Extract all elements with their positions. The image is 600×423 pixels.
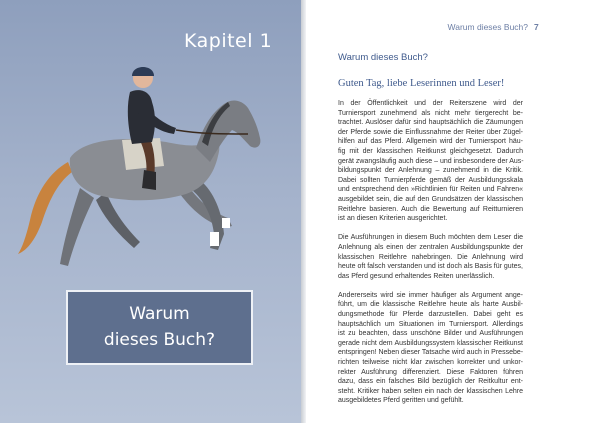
text-line: gerät zwangsläufig auch diese – und insbesondere der Aus- <box>338 157 524 165</box>
text-line: richten teilweise nicht klar zwischen korrekter und unkor- <box>338 359 523 367</box>
text-line: das Pferd gesund erhaltendes Reiten unerlässlich. <box>338 272 495 280</box>
text-line: Dabei sollten Turnierpferde gemäß der Ausbildungsskala <box>338 176 523 184</box>
text-line: ausgebildetes Pferd geritten und gefühlt. <box>338 397 464 405</box>
text-line: gerade nicht dem Ausbildungssystem klassischer Reitkunst <box>338 339 523 347</box>
text-line: rekter Ausführung differenziert. Diese Faktoren führen <box>338 368 523 376</box>
text-line: Andererseits wird sie immer häufiger als Argument ange- <box>338 291 523 299</box>
chapter-title-box <box>66 290 253 365</box>
text-line: ausgebildet sein, die auf den Grundsätzen der klassischen <box>338 195 523 203</box>
leg-bandage-2 <box>222 218 230 228</box>
text-line: In der Öffentlichkeit und der Reiterszene wird der <box>338 100 523 107</box>
horse-rider-photo <box>10 52 272 288</box>
text-line: Turniersport zunehmend als nicht mehr tiergerecht be- <box>338 109 523 117</box>
section-heading: Warum dieses Buch? <box>338 52 428 63</box>
running-header: Warum dieses Buch? <box>447 22 528 32</box>
paragraph-2 <box>338 233 523 281</box>
text-line: der Pferde sowie die Einflussnahme der Reiter über Zügel- <box>338 128 523 136</box>
text-line: dungsmethode für Pferde darzustellen. Dabei geht es <box>338 311 523 319</box>
chapter-title: Warum dieses Buch? <box>103 304 216 350</box>
text-line: Die Ausführungen in diesem Buch möchten dem Leser die <box>338 234 523 242</box>
body-text <box>338 99 523 416</box>
paragraph-1 <box>338 99 523 224</box>
text-line: klassischen Reitlehre nahebringen. Die Anlehnung wird <box>338 253 523 261</box>
text-line: führt, um die klassische Reitlehre heute als harte Ausbil- <box>338 301 523 309</box>
chapter-label: Kapitel 1 <box>184 30 273 52</box>
text-line: heute oft falsch verstanden und ist doch als Basis für gutes, <box>338 263 523 271</box>
text-line: ist an diesen Kriterien ausgerichtet. <box>338 215 448 223</box>
text-line: bildungspunkt der Anlehnung – zunehmend in die Kritik. <box>338 167 523 175</box>
rider-boot <box>142 170 156 190</box>
horse-tail <box>18 162 72 254</box>
horse-hind-leg <box>60 188 94 266</box>
riding-helmet-icon <box>132 67 154 76</box>
horse-hind-leg-2 <box>96 192 140 248</box>
text-line: hauptsächlich um Situationen im Turniersport. Allerdings <box>338 320 523 328</box>
page-number: 7 <box>534 22 539 32</box>
text-line: hilfen auf das Pferd. Allgemein wird der Turniersport häu- <box>338 138 523 146</box>
text-line: entspringen! Neben dieser Tatsache wird auch in Pressebe- <box>338 349 524 357</box>
text-line: Reitlehre basieren. Auch die Bewertung auf Reitturnieren <box>338 205 523 213</box>
text-line: trachtet. Auslöser dafür sind hauptsächlich die Zäumungen <box>338 119 523 127</box>
text-line: Anlehnung als einen der zentralen Ausbildungspunkte der <box>338 243 523 251</box>
horse-neck <box>196 101 260 162</box>
text-line: fig mit der klassischen Reitkunst gleichgesetzt. Dadurch <box>338 147 523 155</box>
text-line: dazu, dass ein falsches Bild bezüglich der Reitkultur ent- <box>338 378 523 386</box>
text-line: und entsprechend den »Richtlinien für Reiten und Fahren« <box>338 186 523 194</box>
paragraph-3 <box>338 291 523 406</box>
subheading: Guten Tag, liebe Leserinnen und Leser! <box>338 78 505 89</box>
right-page <box>306 0 600 423</box>
text-line: ist zu beachten, dass unschöne Bilder und Ausführungen <box>338 330 523 338</box>
leg-bandage <box>210 232 219 246</box>
text-line: steht. Kritiker haben selten ein nach der klassischen Lehre <box>338 387 523 395</box>
